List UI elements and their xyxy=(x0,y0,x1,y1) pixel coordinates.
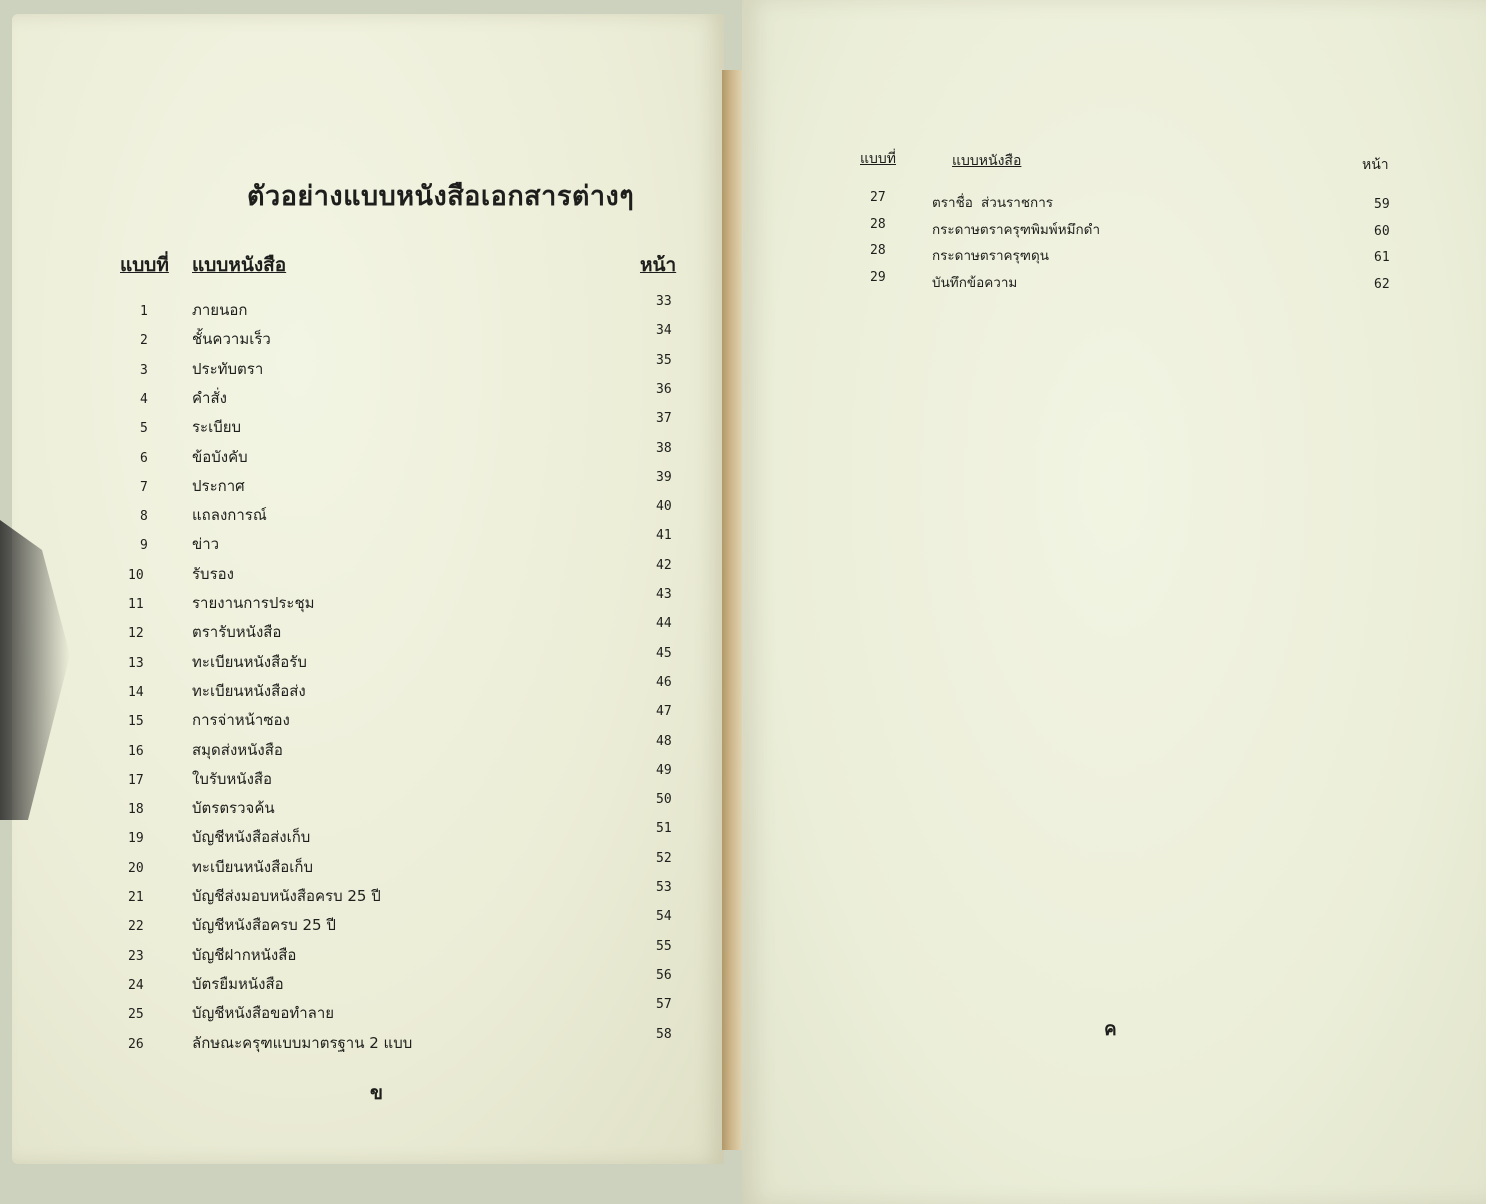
entry-page: 60 xyxy=(1374,223,1390,239)
entry-page: 38 xyxy=(656,440,672,456)
right-page xyxy=(742,0,1486,1204)
entry-page: 54 xyxy=(656,909,672,925)
header-page: หน้า xyxy=(640,254,677,276)
entry-name: บัญชีฝากหนังสือ xyxy=(192,945,297,964)
entry-name: ภายนอก xyxy=(192,301,248,319)
entry-page: 45 xyxy=(656,645,672,661)
entry-page: 39 xyxy=(656,469,672,485)
page-letter: ข xyxy=(370,1082,383,1104)
header-form: แบบหนังสือ xyxy=(952,153,1022,169)
entry-page: 58 xyxy=(656,1026,672,1042)
entry-page: 52 xyxy=(656,850,672,866)
entry-page: 47 xyxy=(656,704,672,720)
entry-name: บัตรยืมหนังสือ xyxy=(192,974,284,993)
entry-page: 61 xyxy=(1374,250,1390,265)
entry-number: 12 xyxy=(128,626,144,642)
entry-number: 23 xyxy=(128,948,144,964)
entry-name: บัญชีหนังสือครบ 25 ปี xyxy=(192,916,336,935)
entry-page: 34 xyxy=(656,323,672,339)
header-number: แบบที่ xyxy=(860,151,897,167)
page-letter: ค xyxy=(1104,1018,1117,1040)
entry-name: ข้อบังคับ xyxy=(192,447,248,466)
entry-number: 15 xyxy=(128,714,144,730)
entry-name: ทะเบียนหนังสือรับ xyxy=(192,652,307,671)
entry-name: กระดาษตราครุฑพิมพ์หมึกดำ xyxy=(932,221,1101,238)
header-form: แบบหนังสือ xyxy=(192,254,287,276)
entry-name: บัตรตรวจค้น xyxy=(192,799,275,818)
entry-page: 50 xyxy=(656,792,672,808)
entry-name: แถลงการณ์ xyxy=(192,506,267,525)
entry-number: 20 xyxy=(128,860,144,876)
entry-name: กระดาษตราครุฑดุน xyxy=(932,248,1050,264)
entry-number: 22 xyxy=(128,919,144,935)
entry-number: 6 xyxy=(140,450,148,466)
entry-name: รายงานการประชุม xyxy=(192,594,315,612)
entry-name: ทะเบียนหนังสือส่ง xyxy=(192,681,306,700)
entry-name: รับรอง xyxy=(192,564,234,583)
entry-page: 46 xyxy=(656,674,672,690)
entry-page: 48 xyxy=(656,733,672,749)
entry-name: คำสั่ง xyxy=(192,388,227,407)
entry-name: สมุดส่งหนังสือ xyxy=(192,740,283,759)
entry-page: 40 xyxy=(656,499,672,515)
entry-name: ประกาศ xyxy=(192,476,245,495)
entry-name: ชั้นความเร็ว xyxy=(192,330,271,349)
entry-number: 25 xyxy=(128,1007,144,1023)
entry-page: 56 xyxy=(656,967,672,983)
entry-page: 41 xyxy=(656,528,672,544)
entry-number: 13 xyxy=(128,655,144,671)
entry-number: 27 xyxy=(870,190,886,205)
entry-page: 55 xyxy=(656,938,672,954)
entry-number: 28 xyxy=(870,243,886,258)
entry-number: 8 xyxy=(140,509,148,525)
entry-number: 3 xyxy=(140,362,148,378)
entry-number: 4 xyxy=(140,391,148,407)
entry-page: 36 xyxy=(656,381,672,397)
entry-page: 51 xyxy=(656,821,672,837)
entry-number: 21 xyxy=(128,890,144,905)
entry-name: ใบรับหนังสือ xyxy=(192,769,273,788)
entry-number: 14 xyxy=(128,684,144,700)
entry-page: 44 xyxy=(656,616,672,632)
header-number: แบบที่ xyxy=(120,254,169,276)
entry-number: 26 xyxy=(128,1036,144,1052)
entry-number: 28 xyxy=(870,216,886,232)
entry-page: 35 xyxy=(656,352,672,368)
entry-page: 42 xyxy=(656,557,672,573)
entry-page: 33 xyxy=(656,294,672,309)
entry-number: 5 xyxy=(140,421,148,437)
entry-page: 43 xyxy=(656,587,672,602)
entry-name: บัญชีหนังสือขอทำลาย xyxy=(192,1004,335,1023)
page-title: ตัวอย่างแบบหนังสือเอกสารต่างๆ xyxy=(247,181,635,212)
entry-number: 9 xyxy=(140,538,148,554)
entry-number: 18 xyxy=(128,802,144,818)
entry-page: 49 xyxy=(656,762,672,778)
entry-number: 2 xyxy=(140,333,148,349)
entry-page: 57 xyxy=(656,997,672,1013)
entry-page: 62 xyxy=(1374,276,1390,292)
entry-page: 59 xyxy=(1374,197,1390,212)
entry-name: ลักษณะครุฑแบบมาตรฐาน 2 แบบ xyxy=(192,1033,413,1052)
left-page xyxy=(12,14,724,1164)
entry-number: 1 xyxy=(140,304,148,319)
entry-number: 11 xyxy=(128,597,144,612)
entry-number: 10 xyxy=(128,567,144,583)
entry-name: ระเบียบ xyxy=(192,418,242,437)
entry-page: 53 xyxy=(656,880,672,895)
header-page: หน้า xyxy=(1362,157,1389,173)
entry-name: บัญชีหนังสือส่งเก็บ xyxy=(192,828,311,847)
entry-name: บัญชีส่งมอบหนังสือครบ 25 ปี xyxy=(192,887,381,905)
entry-number: 7 xyxy=(140,479,148,495)
entry-name: การจ่าหน้าซอง xyxy=(192,711,290,730)
entry-page: 37 xyxy=(656,411,672,427)
entry-name: ประทับตรา xyxy=(192,359,264,378)
entry-number: 16 xyxy=(128,743,144,759)
entry-number: 29 xyxy=(870,269,886,285)
entry-number: 17 xyxy=(128,772,144,788)
entry-name: ข่าว xyxy=(192,535,220,554)
entry-name: บันทึกข้อความ xyxy=(932,274,1018,291)
entry-number: 24 xyxy=(128,977,144,993)
entry-number: 19 xyxy=(128,831,144,847)
entry-name: ตรารับหนังสือ xyxy=(192,623,282,642)
book-spine xyxy=(722,70,744,1150)
entry-name: ตราชื่อ ส่วนราชการ xyxy=(932,195,1054,211)
entry-name: ทะเบียนหนังสือเก็บ xyxy=(192,857,313,876)
